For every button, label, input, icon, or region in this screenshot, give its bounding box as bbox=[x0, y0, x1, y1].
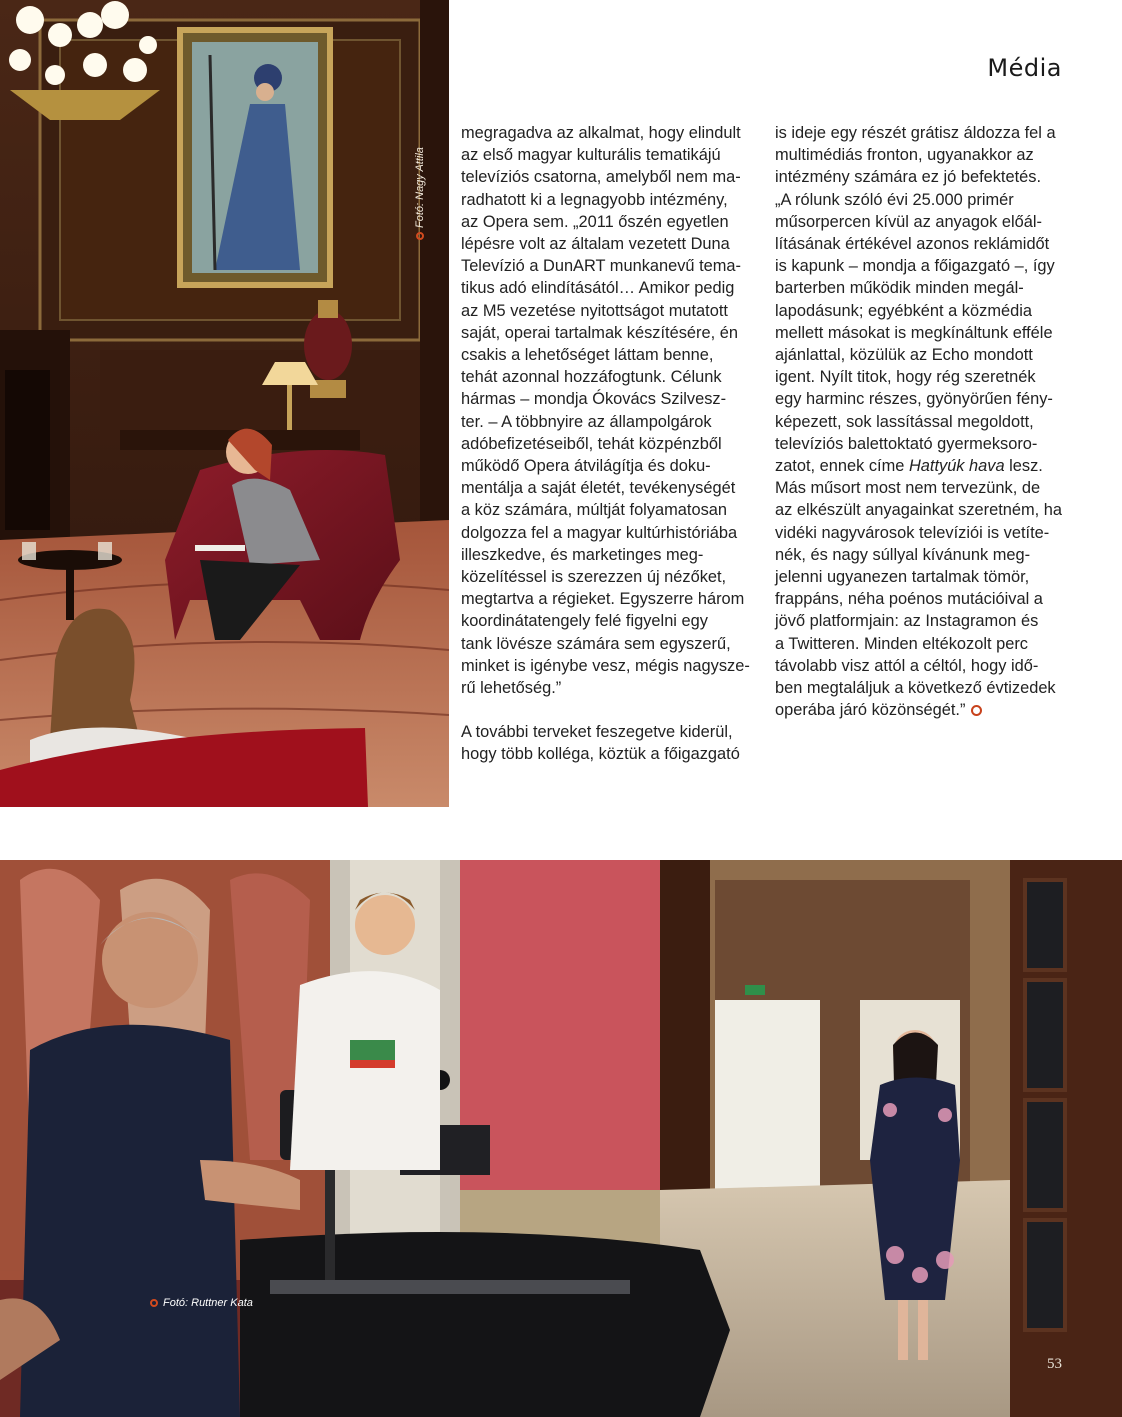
photo-opera-salon-interview bbox=[0, 0, 449, 807]
article-text: is ideje egy részét grátisz áldozza fel a multimédiás fronton, ugyanakkor az intézmény számára ez jó befektetés. „A rólunk szóló évi 25.000 primér műsorpercen kívül az anyagok előál- lításának értékével azonos reklámidőt is kapunk – mondja a főigazgató –, így barterben működik minden megál- lapodásunk; egyébként a közmédia mellett másokat is megkínáltunk efféle ajánlattal, közülük az Echo mondott igent. Nyílt titok, hogy rég szeretnék egy harminc részes, gyönyörűen fény- képezett, sok lassítással megoldott, televíziós balettoktató gyermeksoro- zatot, ennek címe bbox=[775, 124, 1056, 476]
credit-marker-icon bbox=[416, 232, 424, 240]
article-column-1 bbox=[461, 122, 761, 766]
photo-opera-salon-illustration bbox=[0, 0, 449, 807]
section-title: Média bbox=[987, 54, 1062, 82]
photo-credit-bottom bbox=[150, 1297, 253, 1309]
photo-credit-top bbox=[414, 147, 426, 240]
article-paragraph bbox=[775, 122, 1067, 721]
article-paragraph: A további terveket feszegetve kiderül, hogy több kolléga, köztük a főigazgató bbox=[461, 723, 740, 764]
page-number: 53 bbox=[1047, 1356, 1062, 1372]
credit-marker-icon bbox=[150, 1299, 158, 1307]
photo-credit-bottom-text: Fotó: Ruttner Kata bbox=[163, 1297, 253, 1309]
program-title: Hattyúk hava bbox=[908, 457, 1005, 476]
article-text: lesz. Más műsort most nem tervezünk, de az elkészült anyagainkat szeretném, ha vidéki nagyvárosok televíziói is vetíte- nék, és nagy súllyal kívánunk meg- jelenni ugyanezen tartalmak tömör, frappáns, néha poénos mutációival a jövő platformjain: az Instagramon és a Twitteren. Minden eltékozolt perc távolabb visz attól a céltól, hogy idő- ben megtaláljuk a következő évtizedek operába járó közönségét.” bbox=[775, 457, 1062, 720]
article-paragraph: megragadva az alkalmat, hogy elindult az első magyar kulturális tematikájú televíziós csatorna, amelyből nem ma- radhatott ki a legnagyobb intézmény, az Opera sem. „2011 őszén egyetlen lépésre volt az általam vezetett Duna Televízió a DunART munkanevű tema- tikus adó elindításától… Amikor pedig az M5 vezetése nyitottságot mutatott saját, operai tartalmak készítésére, én csakis a lehetőséget láttam benne, tehát azonnal hozzáfogtunk. Célunk hármas – mondja Ókovács Szilvesz- ter. – A többnyire az állampolgárok adóbefizetéseiből, tehát közpénzből működő Opera átvilágítja és doku- mentálja a saját életét, tevékenységét a köz számára, múltját folyamatosan dolgozza fel a magyar kultúrhistóriába illeszkedve, és marketinges meg- közelítéssel is szerezzen új nézőket, megtartva a régieket. Egyszerre három koordinátatengely felé figyelni egy tank lövésze számára sem egyszerű, minket is igénybe vesz, mégis nagysze- rű lehetőség.” bbox=[461, 124, 750, 698]
article-column-2 bbox=[775, 122, 1067, 721]
photo-filming-crew bbox=[0, 860, 1122, 1417]
photo-credit-top-text: Fotó: Nagy Attila bbox=[414, 147, 426, 228]
article-end-icon bbox=[971, 705, 982, 716]
photo-filming-crew-illustration bbox=[0, 860, 1122, 1417]
